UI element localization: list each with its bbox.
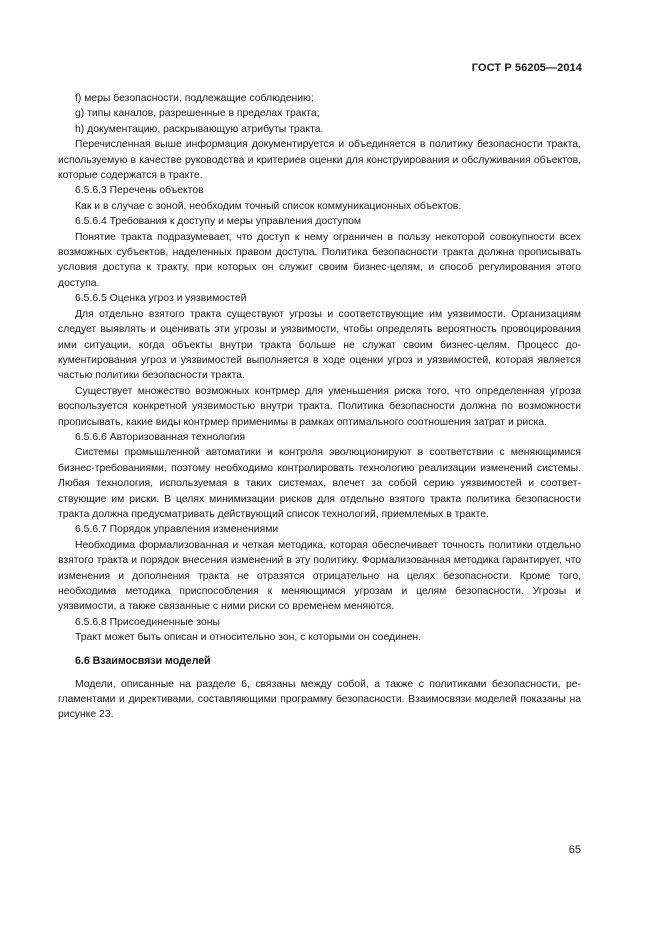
subsection-heading-6-5-6-7: 6.5.6.7 Порядок управления изменениями bbox=[75, 524, 279, 536]
list-item-h: h) документацию, раскрывающую атрибуты тракта. bbox=[75, 123, 324, 135]
paragraph-countermeasures: Существует множество возможных контрмер для уменьшения риска того, что определенная угроза воспользуется конкретной уязвимостью внутри тракта. Политика безопасности должна по возможности прописывать, какие виды контрмер применимы в рамках оптимального соотношения затрат и риска. bbox=[58, 385, 581, 428]
subsection-heading-6-5-6-4: 6.5.6.4 Требования к доступу и меры управления доступом bbox=[75, 216, 362, 228]
subsection-heading-6-5-6-5: 6.5.6.5 Оценка угроз и уязвимостей bbox=[75, 293, 247, 305]
subsection-heading-6-5-6-8: 6.5.6.8 Присоединенные зоны bbox=[75, 616, 220, 628]
paragraph-path-policy: Перечисленная выше информация документируется и объединяется в политику безопасности тракта, используемую в качестве руководства и критериев оценки для конструирования и обслуживания объектов, которые содержатся в тракте. bbox=[58, 139, 581, 182]
document-body bbox=[58, 91, 581, 723]
section-heading-6-6: 6.6 Взаимосвязи моделей bbox=[75, 654, 211, 667]
list-item-f: f) меры безопасности, подлежащие соблюдению; bbox=[75, 93, 314, 104]
subsection-heading-6-5-6-3: 6.5.6.3 Перечень объектов bbox=[75, 185, 204, 197]
paragraph-authorized-technology: Системы промышленной автоматики и контроля эволюционируют в соответствии с меняющимися бизнес-требованиями, поэтому необходимо контролировать технологию реализации изменений системы. Любая технология, используемая в таких системах, влечет за собой серию уязвимостей и соответствующие им риски. В целях минимизации рисков для отдельно взятого тракта политика безопасности тракта должна предусматривать действующий список технологий, приемлемых в тракте. bbox=[58, 447, 581, 520]
standard-code-header: ГОСТ Р 56205—2014 bbox=[471, 62, 582, 74]
subsection-heading-6-5-6-6: 6.5.6.6 Авторизованная технология bbox=[75, 431, 246, 443]
page-number: 65 bbox=[568, 844, 581, 856]
list-item-g: g) типы каналов, разрешенные в пределах тракта; bbox=[75, 108, 320, 120]
paragraph-object-list: Как и в случае с зоной, необходим точный список коммуникационных объектов. bbox=[75, 200, 462, 212]
paragraph-access-requirements: Понятие тракта подразумевает, что доступ к нему ограничен в пользу некоторой совокупности всех возможных субъектов, наделенных правом доступа. Политика безопасности тракта должна прописывать условия доступа к тракту, при которых он служит своим бизнес-целям, и способ регулирования этого доступа. bbox=[58, 231, 581, 289]
paragraph-change-management: Необходима формализованная и четкая методика, которая обеспечивает точность политики отдельно взятого тракта и порядок внесения изменений в эту политику. Формализованная методика гарантирует, что изменения и дополнения тракта не отразятся отрицательно на целях безопасности. Кроме того, необходима методика приспособления к меняющимся угрозам и целям безопасности. Угрозы и уязвимости, а также связанные с ними риски со временем меняются. bbox=[58, 539, 581, 613]
paragraph-connected-zones: Тракт может быть описан и относительно зон, с которыми он соединен. bbox=[75, 632, 422, 644]
paragraph-threats: Для отдельно взятого тракта существуют угрозы и соответствующие им уязвимости. Организациям следует выявлять и оценивать эти угрозы и уязвимости, чтобы определять вероятность провоцирования ими ситуации, когда объекты внутри тракта больше не служат своим бизнес-целям. Процесс документирования угроз и уязвимостей выполняется в ходе оценки угроз и уязвимостей, которая является частью политики безопасности тракта. bbox=[58, 308, 581, 382]
paragraph-model-relations: Модели, описанные на разделе 6, связаны между собой, а также с политиками безопасности, регламентами и директивами, составляющими программу безопасности. Взаимосвязи моделей показаны на рисунке 23. bbox=[58, 678, 581, 721]
